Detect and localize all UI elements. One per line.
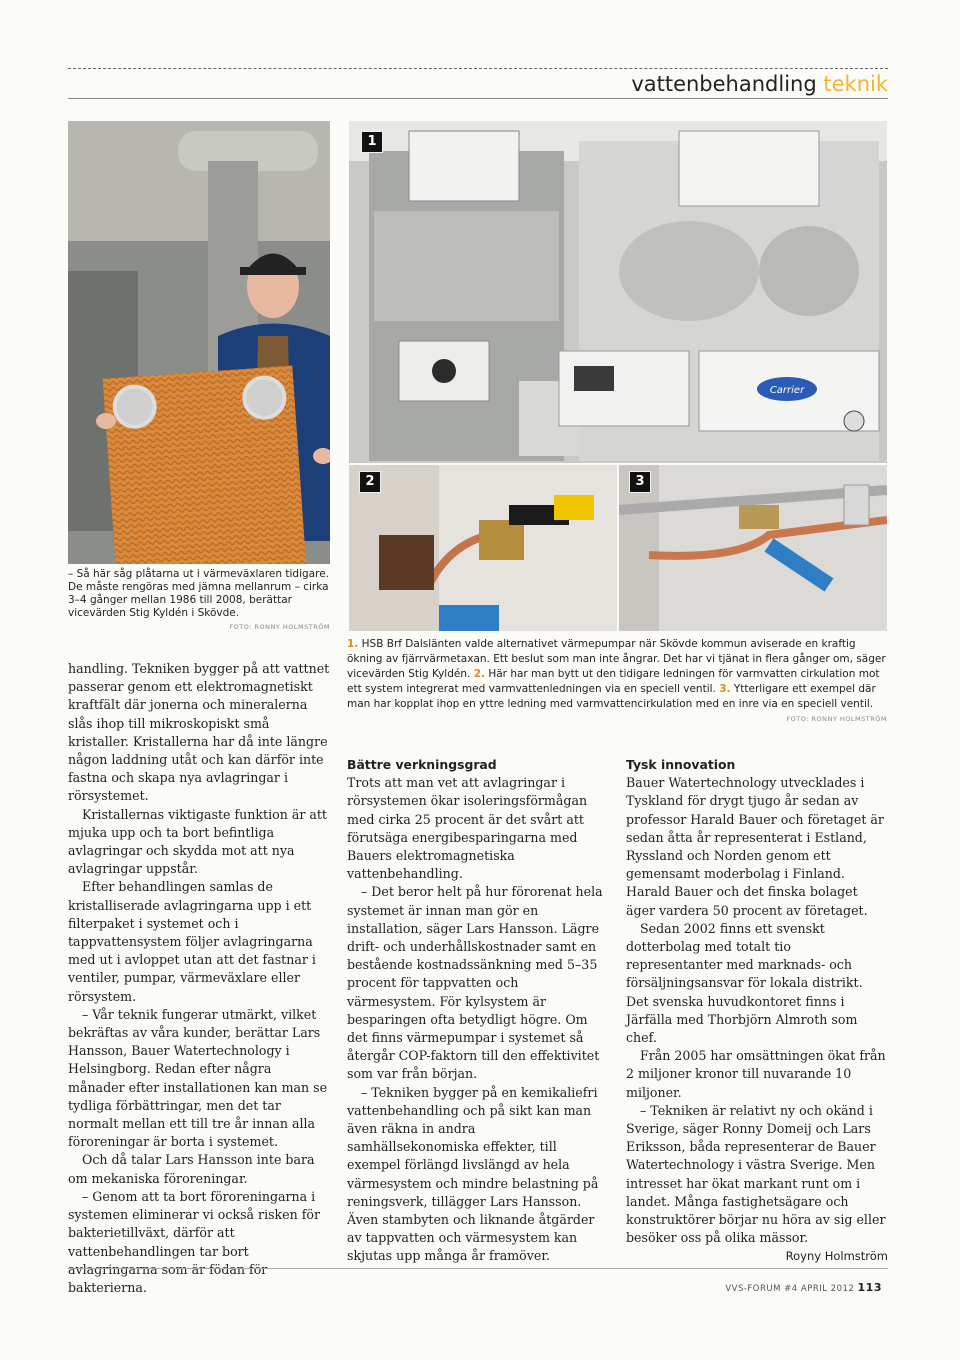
header-rule-dashed <box>68 68 888 69</box>
col3-paragraph-4: – Tekniken är relativt ny och okänd i Sverige, säger Ronny Domeij och Lars Eriksson, båda representerar de Bauer Watertechnology i västra Sverige. Men intresset har ökat markant runt om i landet. Många fastighetsägare och konstruktörer börjar nu höra av sig eller besöker oss på olika mässor. <box>626 1102 886 1246</box>
col3-paragraph-2: Sedan 2002 finns ett svenskt dotterbolag med totalt tio representanter med marknads- och försäljningsansvar för lokala distrikt. Det svenska huvudkontoret finns i Järfälla med Thorbjörn Almroth som chef. <box>626 920 863 1046</box>
photo-heat-exchanger-illustration <box>68 121 330 564</box>
caption-text-2: Här har man bytt ut den tidigare ledningen för varmvatten cirkulation mot ett system integrerat med varmvattenledningen via en speciell ventil. <box>347 668 880 695</box>
col2-heading: Bättre verkningsgrad <box>347 757 497 772</box>
col1-paragraph-1: handling. Tekniken bygger på att vattnet passerar genom ett elektromagnetiskt kraftfält där jonerna och mineralerna slås ihop till mikroskopiskt små kristaller. Kristallerna har då inte längre någon laddning utåt och kan därför inte fastna och skapa nya avlagringar i rörsystemet. <box>68 661 330 804</box>
section-title <box>631 72 888 96</box>
caption-num-1: 1. <box>347 638 359 650</box>
section-name: vattenbehandling <box>631 72 817 96</box>
photo-2-valve <box>349 465 617 631</box>
page-footer <box>725 1281 882 1294</box>
photo-pipes-illustration <box>619 465 887 631</box>
photo-1-heat-pumps <box>349 121 887 463</box>
photo-1-label: 1 <box>361 131 383 153</box>
col2-paragraph-1: Trots att man vet att avlagringar i rörsystemen ökar isoleringsförmågan med cirka 25 procent är det svårt att förutsäga energibesparingarna med Bauers elektromagnetiska vattenbehandling. <box>347 775 588 882</box>
col1-paragraph-5: Och då talar Lars Hansson inte bara om mekaniska föroreningar. <box>68 1152 315 1186</box>
caption-num-2: 2. <box>473 668 485 680</box>
section-accent: teknik <box>823 72 888 96</box>
col1-paragraph-2: Kristallernas viktigaste funktion är att mjuka upp och ta bort befintliga avlagringar och skydda mot att nya avlagringar uppstår. <box>68 806 327 877</box>
caption-left-text: – Så här såg plåtarna ut i värmeväxlaren tidigare. De måste rengöras med jämna mellanrum – cirka 3–4 gånger mellan 1986 till 2008, berättar vicevärden Stig Kyldén i Skövde. <box>68 568 329 619</box>
photo-3-label: 3 <box>629 471 651 493</box>
caption-text-3: Ytterligare ett exempel där man har kopplat ihop en yttre ledning med varmvattencirkulation med en inre via en speciell ventil. <box>347 683 876 710</box>
photo-heat-pumps-illustration <box>349 121 887 463</box>
carrier-logo-text: Carrier <box>769 385 805 396</box>
caption-right-credit: FOTO: RONNY HOLMSTRÖM <box>786 715 887 723</box>
byline: Royny Holmström <box>785 1249 888 1264</box>
caption-num-3: 3. <box>719 683 731 695</box>
photo-caption-left <box>68 568 330 634</box>
col3-paragraph-3: Från 2005 har omsättningen ökat från 2 miljoner kronor till nuvarande 10 miljoner. <box>626 1048 886 1100</box>
col3-heading: Tysk innovation <box>626 757 736 772</box>
photo-heat-exchanger-plate <box>68 121 330 564</box>
caption-text-1: HSB Brf Dalslänten valde alternativet värmepumpar när Skövde kommun aviserade en kraftig ökning av fjärrvärmetaxan. Ett beslut som man inte ångrar. Det har vi tjänat in flera gånger om, säger vicevärden Stig Kyldén. <box>347 638 886 680</box>
article-column-1 <box>68 660 330 1297</box>
photo-2-label: 2 <box>359 471 381 493</box>
photo-3-pipes <box>619 465 887 631</box>
photo-caption-right <box>347 637 887 727</box>
col2-paragraph-2: – Det beror helt på hur förorenat hela systemet är innan man gör en installation, säger Lars Hansson. Lägre drift- och underhållskostnader samt en bestående kostnadssänkning med 5–35 procent för tappvatten och värmesystem. För kylsystem är besparingen ofta betydligt högre. Om det finns värmepumpar i systemet så återgår COP-faktorn till den effektivitet som var från början. <box>347 884 603 1082</box>
header-rule <box>68 98 888 99</box>
article-column-3 <box>626 756 888 1266</box>
footer-rule <box>68 1268 888 1269</box>
col1-paragraph-6: – Genom att ta bort föroreningarna i systemen eliminerar vi också risken för bakterietillväxt, därför att vattenbehandlingen tar bort avlagringarna som är födan för bakterierna. <box>68 1188 321 1295</box>
col2-paragraph-3: – Tekniken bygger på en kemikaliefri vattenbehandling och på sikt kan man även räkna in andra samhällsekonomiska effekter, till exempel förlängd livslängd av hela värmesystem och mindre belastning på reningsverk, tillägger Lars Hansson. Även stambyten och liknande åtgärder av tappvatten och värmesystem kan skjutas upp många år framöver. <box>347 1084 599 1264</box>
col1-paragraph-4: – Vår teknik fungerar utmärkt, vilket bekräftas av våra kunder, berättar Lars Hansson, Bauer Watertechnology i Helsingborg. Redan efter några månader efter installationen kan man se tydliga förbättringar, men det tar normalt mellan ett till tre år innan alla föroreningar är borta i systemet. <box>68 1006 328 1150</box>
page-number: 113 <box>857 1281 882 1294</box>
footer-magazine: VVS-FORUM #4 APRIL 2012 <box>725 1284 855 1294</box>
photo-valve-illustration <box>349 465 617 631</box>
col3-paragraph-1: Bauer Watertechnology utvecklades i Tyskland för drygt tjugo år sedan av professor Harald Bauer och företaget är sedan åtta år representerat i Estland, Ryssland och Norden genom ett gemensamt moderbolag i Finland. Harald Bauer och det finska bolaget äger vardera 50 procent av företaget. <box>626 775 884 918</box>
article-column-2 <box>347 756 609 1266</box>
col1-paragraph-3: Efter behandlingen samlas de kristalliserade avlagringarna upp i ett filterpaket i systemet och i tappvattensystem följer avlagringarna med ut i avloppet utan att det fastnar i ventiler, pumpar, värmeväxlare eller rörsystem. <box>68 879 316 1004</box>
caption-left-credit: FOTO: RONNY HOLMSTRÖM <box>229 623 330 631</box>
